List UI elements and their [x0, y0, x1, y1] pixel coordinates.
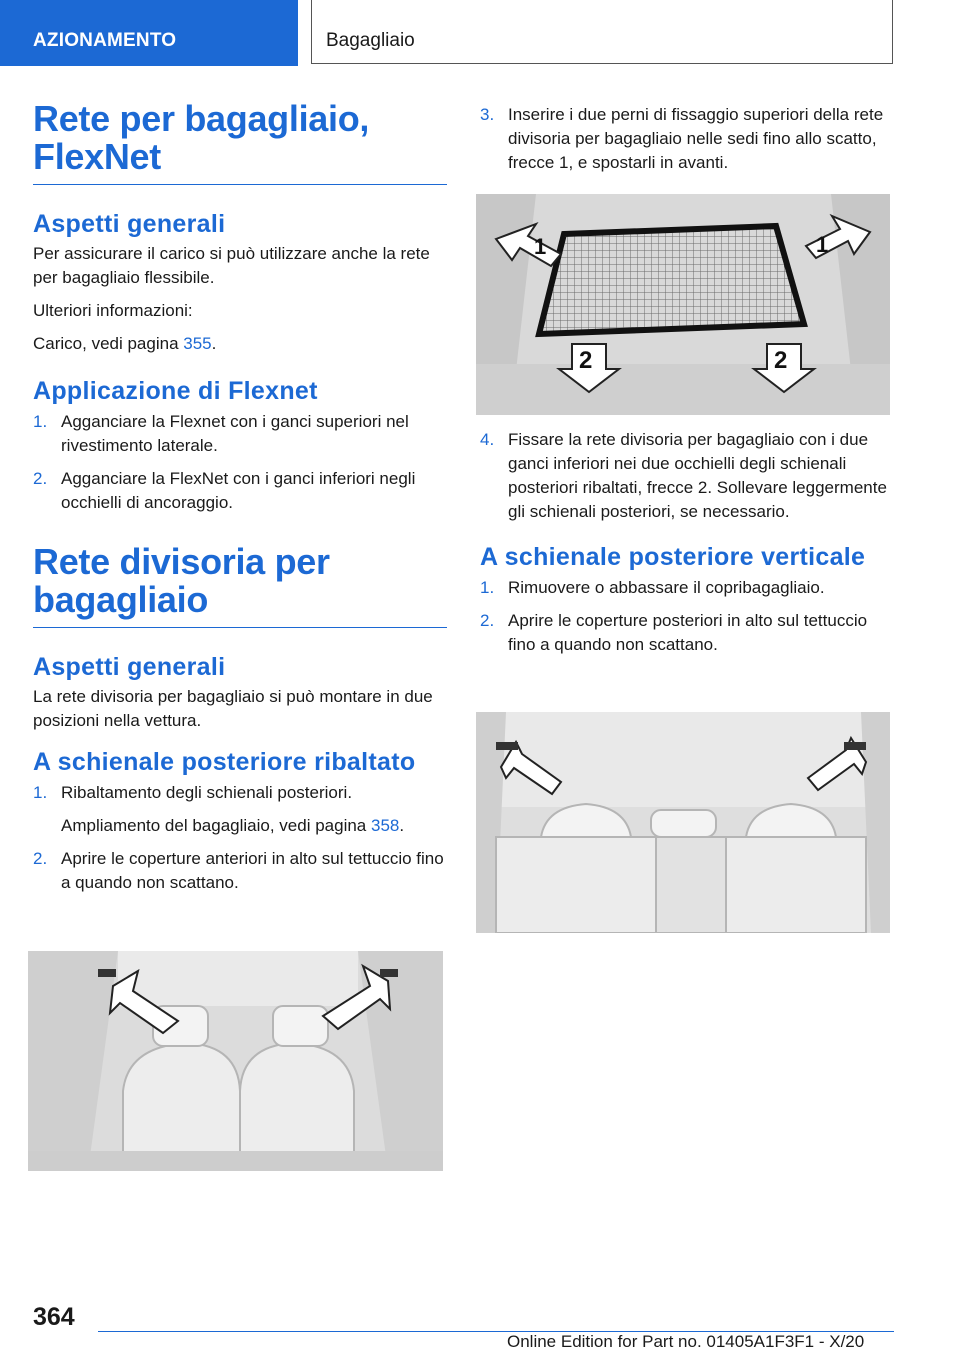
step-text: Ribaltamento degli schienali posteriori. — [61, 783, 353, 802]
step-text: Aprire le coperture posteriori in alto sul tettuccio fino a quando non scattano. — [508, 611, 868, 654]
step-number: 1. — [33, 783, 48, 802]
step-folded-1 — [33, 781, 447, 805]
heading-general-1: Aspetti generali — [33, 210, 226, 238]
step-flexnet-1 — [33, 410, 447, 458]
steps-flexnet — [33, 410, 447, 515]
step-text: Rimuovere o abbassare il copribagagliaio. — [508, 578, 825, 597]
cargo-ref-text: Carico, vedi pagina — [33, 334, 184, 353]
heading-general-2: Aspetti generali — [33, 653, 226, 681]
steps-upright — [480, 576, 894, 657]
net-illustration — [476, 194, 890, 415]
step-number: 4. — [480, 430, 495, 449]
step-number: 1. — [33, 412, 48, 431]
step-number: 2. — [33, 469, 48, 488]
step-text: Fissare la rete divisoria per bagagliaio con i due ganci inferiori nei due occhielli degli schienali posteriori ribaltati, frecce 2. Sollevare leggermente gli schienali posteriori, se necessario. — [508, 430, 887, 521]
step-number: 3. — [480, 105, 495, 124]
step-text: Inserire i due perni di fissaggio superiori della rete divisoria per bagagliaio nelle sedi fino allo scatto, frecce 1, e spostarli in avanti. — [508, 105, 884, 172]
step-number: 1. — [480, 578, 495, 597]
step-text: Aprire le coperture anteriori in alto sul tettuccio fino a quando non scattano. — [61, 849, 444, 892]
footer-edition: Online Edition for Part no. 01405A1F3F1 - X/20 — [507, 1332, 865, 1351]
step-text: Agganciare la FlexNet con i ganci inferiori negli occhielli di ancoraggio. — [61, 469, 416, 512]
left-column — [33, 100, 447, 895]
page-number: 364 — [33, 1303, 75, 1331]
step-flexnet-2 — [33, 467, 447, 515]
figure-net-installation — [476, 194, 890, 415]
arrow-label-1-right: 1 — [816, 232, 829, 257]
step-divider-3 — [480, 103, 894, 175]
upright-seats-illustration — [476, 712, 890, 933]
arrow-label-2-right: 2 — [774, 347, 788, 374]
right-column-lower — [480, 428, 894, 657]
step-text: Agganciare la Flexnet con i ganci superiori nel rivestimento laterale. — [61, 412, 409, 455]
heading-apply-flexnet: Applicazione di Flexnet — [33, 377, 318, 405]
steps-folded — [33, 781, 447, 895]
step-upright-1 — [480, 576, 894, 600]
step-number: 2. — [33, 849, 48, 868]
arrow-label-1-left: 1 — [534, 234, 547, 259]
para-more-info: Ulteriori informazioni: — [33, 301, 193, 320]
title-divider-net: Rete divisoria per bagagliaio — [33, 543, 447, 628]
link-page-355[interactable]: 355 — [183, 334, 212, 353]
step-number: 2. — [480, 611, 495, 630]
link-page-358[interactable]: 358 — [370, 816, 400, 835]
heading-backrest-folded: A schienale posteriore ribaltato — [33, 748, 416, 776]
arrow-label-2-left: 2 — [579, 347, 593, 374]
figure-roof-covers-front — [28, 951, 443, 1171]
para-flexnet-intro: Per assicurare il carico si può utilizzare anche la rete per bagagliaio flessibile. — [33, 244, 430, 287]
step-upright-2 — [480, 609, 894, 657]
step-folded-2 — [33, 847, 447, 895]
topic-header: Bagagliaio — [311, 0, 893, 64]
cargo-ref-end: . — [211, 334, 217, 353]
heading-backrest-upright: A schienale posteriore verticale — [480, 543, 866, 571]
para-divider-intro: La rete divisoria per bagagliaio si può montare in due posizioni nella vettura. — [33, 687, 433, 730]
figure-roof-covers-rear — [476, 712, 890, 933]
trunk-illustration — [28, 951, 443, 1171]
title-flexnet: Rete per bagagliaio, FlexNet — [33, 100, 447, 185]
note-text: Ampliamento del bagagliaio, vedi pagina — [61, 816, 371, 835]
para-cargo-ref — [33, 332, 447, 356]
right-column — [480, 103, 894, 175]
step-folded-1-note — [33, 814, 447, 838]
section-tab[interactable]: AZIONAMENTO — [0, 0, 298, 66]
step-divider-4 — [480, 428, 894, 524]
note-end: . — [399, 816, 405, 835]
